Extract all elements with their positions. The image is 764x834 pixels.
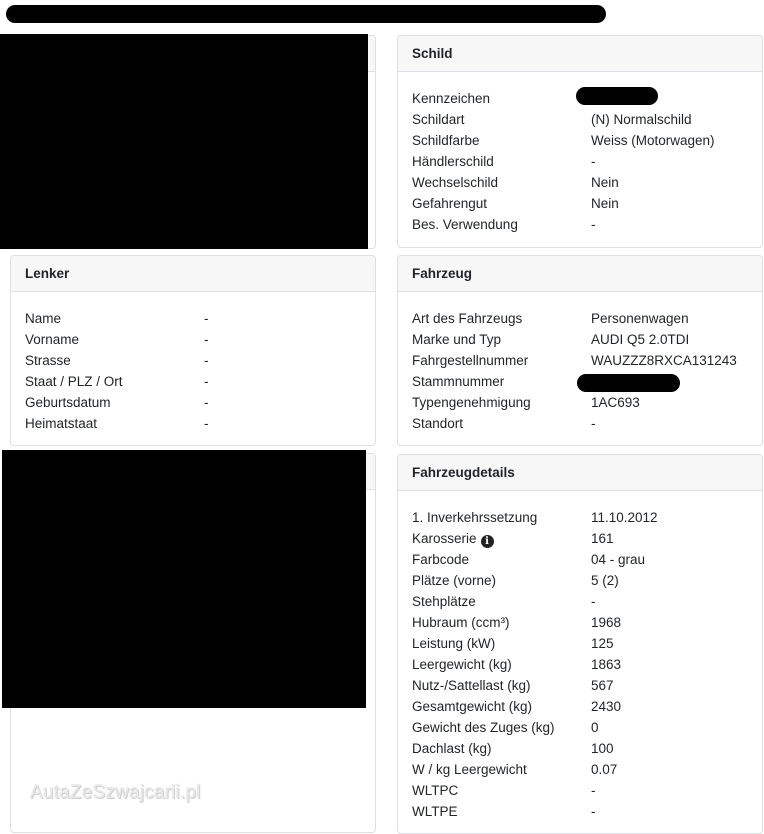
fahrzeugdetails-row [412, 549, 748, 570]
fahrzeug-row [412, 350, 748, 371]
lenker-row [25, 392, 361, 413]
lenker-value: - [204, 332, 209, 347]
fahrzeugdetails-value: 04 - grau [591, 552, 646, 567]
fahrzeugdetails-value: - [591, 804, 596, 819]
card-schild [397, 35, 763, 248]
fahrzeug-row [412, 329, 748, 350]
fahrzeugdetails-row [412, 759, 748, 780]
schild-row [412, 193, 748, 214]
card-lenker-header: Lenker [11, 256, 375, 292]
schild-row [412, 214, 748, 235]
fahrzeugdetails-row [412, 507, 748, 528]
fahrzeugdetails-label: Plätze (vorne) [412, 573, 497, 588]
card-fahrzeug-header: Fahrzeug [398, 256, 762, 292]
schild-label: Bes. Verwendung [412, 217, 518, 232]
schild-label: Kennzeichen [412, 91, 491, 106]
fahrzeugdetails-row [412, 801, 748, 822]
fahrzeugdetails-row [412, 570, 748, 591]
fahrzeugdetails-label: Leergewicht (kg) [412, 657, 512, 672]
fahrzeugdetails-value: 2430 [591, 699, 622, 714]
lenker-value: - [204, 353, 209, 368]
fahrzeugdetails-label: WLTPE [412, 804, 458, 819]
fahrzeug-label: Art des Fahrzeugs [412, 311, 523, 326]
lenker-label: Name [25, 311, 62, 326]
fahrzeugdetails-label: 1. Inverkehrssetzung [412, 510, 538, 525]
schild-label: Gefahrengut [412, 196, 488, 211]
fahrzeug-label: Stammnummer [412, 374, 505, 389]
info-icon[interactable]: i [481, 535, 494, 548]
schild-row [412, 109, 748, 130]
fahrzeug-value: Personenwagen [591, 311, 689, 326]
card-fahrzeugdetails-header: Fahrzeugdetails [398, 455, 762, 491]
card-fahrzeugdetails-body [398, 491, 762, 822]
fahrzeugdetails-value: 0.07 [591, 762, 618, 777]
fahrzeugdetails-value: 1968 [591, 615, 622, 630]
card-fahrzeug [397, 255, 763, 446]
redacted-block-bottom-left [2, 450, 366, 708]
fahrzeug-value: AUDI Q5 2.0TDI [591, 332, 690, 347]
lenker-value: - [204, 416, 209, 431]
fahrzeugdetails-row [412, 528, 748, 549]
card-lenker [10, 255, 376, 446]
card-fahrzeug-body [398, 292, 762, 434]
fahrzeugdetails-value: 100 [591, 741, 614, 756]
fahrzeug-value: 1AC693 [591, 395, 640, 410]
schild-value: Weiss (Motorwagen) [591, 133, 715, 148]
fahrzeugdetails-label: W / kg Leergewicht [412, 762, 527, 777]
fahrzeugdetails-value: 161 [591, 531, 614, 546]
lenker-label: Strasse [25, 353, 71, 368]
fahrzeugdetails-value: 0 [591, 720, 599, 735]
schild-label: Schildfarbe [412, 133, 480, 148]
fahrzeug-label: Standort [412, 416, 464, 431]
fahrzeug-label: Marke und Typ [412, 332, 502, 347]
fahrzeug-value: WAUZZZ8RXCA131243 [591, 353, 737, 368]
schild-value: - [591, 154, 596, 169]
lenker-row [25, 308, 361, 329]
lenker-row [25, 350, 361, 371]
fahrzeugdetails-value: 1863 [591, 657, 622, 672]
schild-value: Nein [591, 196, 619, 211]
fahrzeugdetails-label: Karosserie i [412, 528, 494, 549]
fahrzeug-label: Fahrgestellnummer [412, 353, 529, 368]
fahrzeugdetails-row [412, 780, 748, 801]
redacted-stammnummer [577, 374, 680, 392]
redacted-block-top-left [0, 34, 368, 249]
fahrzeugdetails-value: 5 (2) [591, 573, 619, 588]
fahrzeugdetails-value: - [591, 594, 596, 609]
schild-label: Händlerschild [412, 154, 494, 169]
fahrzeugdetails-row [412, 612, 748, 633]
fahrzeugdetails-row [412, 717, 748, 738]
fahrzeugdetails-row [412, 738, 748, 759]
fahrzeugdetails-value: 11.10.2012 [591, 510, 658, 525]
lenker-label: Heimatstaat [25, 416, 98, 431]
schild-row [412, 130, 748, 151]
fahrzeug-row [412, 392, 748, 413]
lenker-value: - [204, 395, 209, 410]
schild-value: - [591, 217, 596, 232]
lenker-label: Vorname [25, 332, 80, 347]
fahrzeugdetails-label: Gewicht des Zuges (kg) [412, 720, 555, 735]
fahrzeugdetails-row [412, 675, 748, 696]
fahrzeugdetails-label: WLTPC [412, 783, 459, 798]
lenker-value: - [204, 374, 209, 389]
fahrzeug-row [412, 308, 748, 329]
lenker-row [25, 329, 361, 350]
fahrzeugdetails-label: Leistung (kW) [412, 636, 496, 651]
lenker-label: Geburtsdatum [25, 395, 111, 410]
schild-row [412, 151, 748, 172]
schild-label: Schildart [412, 112, 465, 127]
fahrzeugdetails-label: Dachlast (kg) [412, 741, 492, 756]
lenker-row [25, 413, 361, 434]
lenker-value: - [204, 311, 209, 326]
card-fahrzeugdetails [397, 454, 763, 834]
fahrzeugdetails-value: 125 [591, 636, 614, 651]
fahrzeugdetails-value: - [591, 783, 596, 798]
fahrzeugdetails-label: Gesamtgewicht (kg) [412, 699, 533, 714]
redacted-title [6, 5, 606, 23]
schild-label: Wechselschild [412, 175, 499, 190]
lenker-label: Staat / PLZ / Ort [25, 374, 123, 389]
fahrzeug-value: - [591, 416, 596, 431]
card-lenker-body [11, 292, 375, 434]
fahrzeugdetails-value: 567 [591, 678, 614, 693]
fahrzeugdetails-label: Hubraum (ccm³) [412, 615, 510, 630]
fahrzeugdetails-row [412, 696, 748, 717]
redacted-kennzeichen [576, 87, 658, 105]
fahrzeugdetails-row [412, 591, 748, 612]
fahrzeugdetails-row [412, 654, 748, 675]
fahrzeug-label: Typengenehmigung [412, 395, 531, 410]
fahrzeugdetails-label: Stehplätze [412, 594, 476, 609]
schild-value: (N) Normalschild [591, 112, 692, 127]
watermark: AutaZeSzwajcarii.pl [30, 782, 201, 803]
fahrzeugdetails-label: Farbcode [412, 552, 470, 567]
fahrzeugdetails-row [412, 633, 748, 654]
schild-value: Nein [591, 175, 619, 190]
schild-row [412, 172, 748, 193]
lenker-row [25, 371, 361, 392]
card-schild-header: Schild [398, 36, 762, 72]
fahrzeug-row [412, 413, 748, 434]
fahrzeugdetails-label: Nutz-/Sattellast (kg) [412, 678, 531, 693]
